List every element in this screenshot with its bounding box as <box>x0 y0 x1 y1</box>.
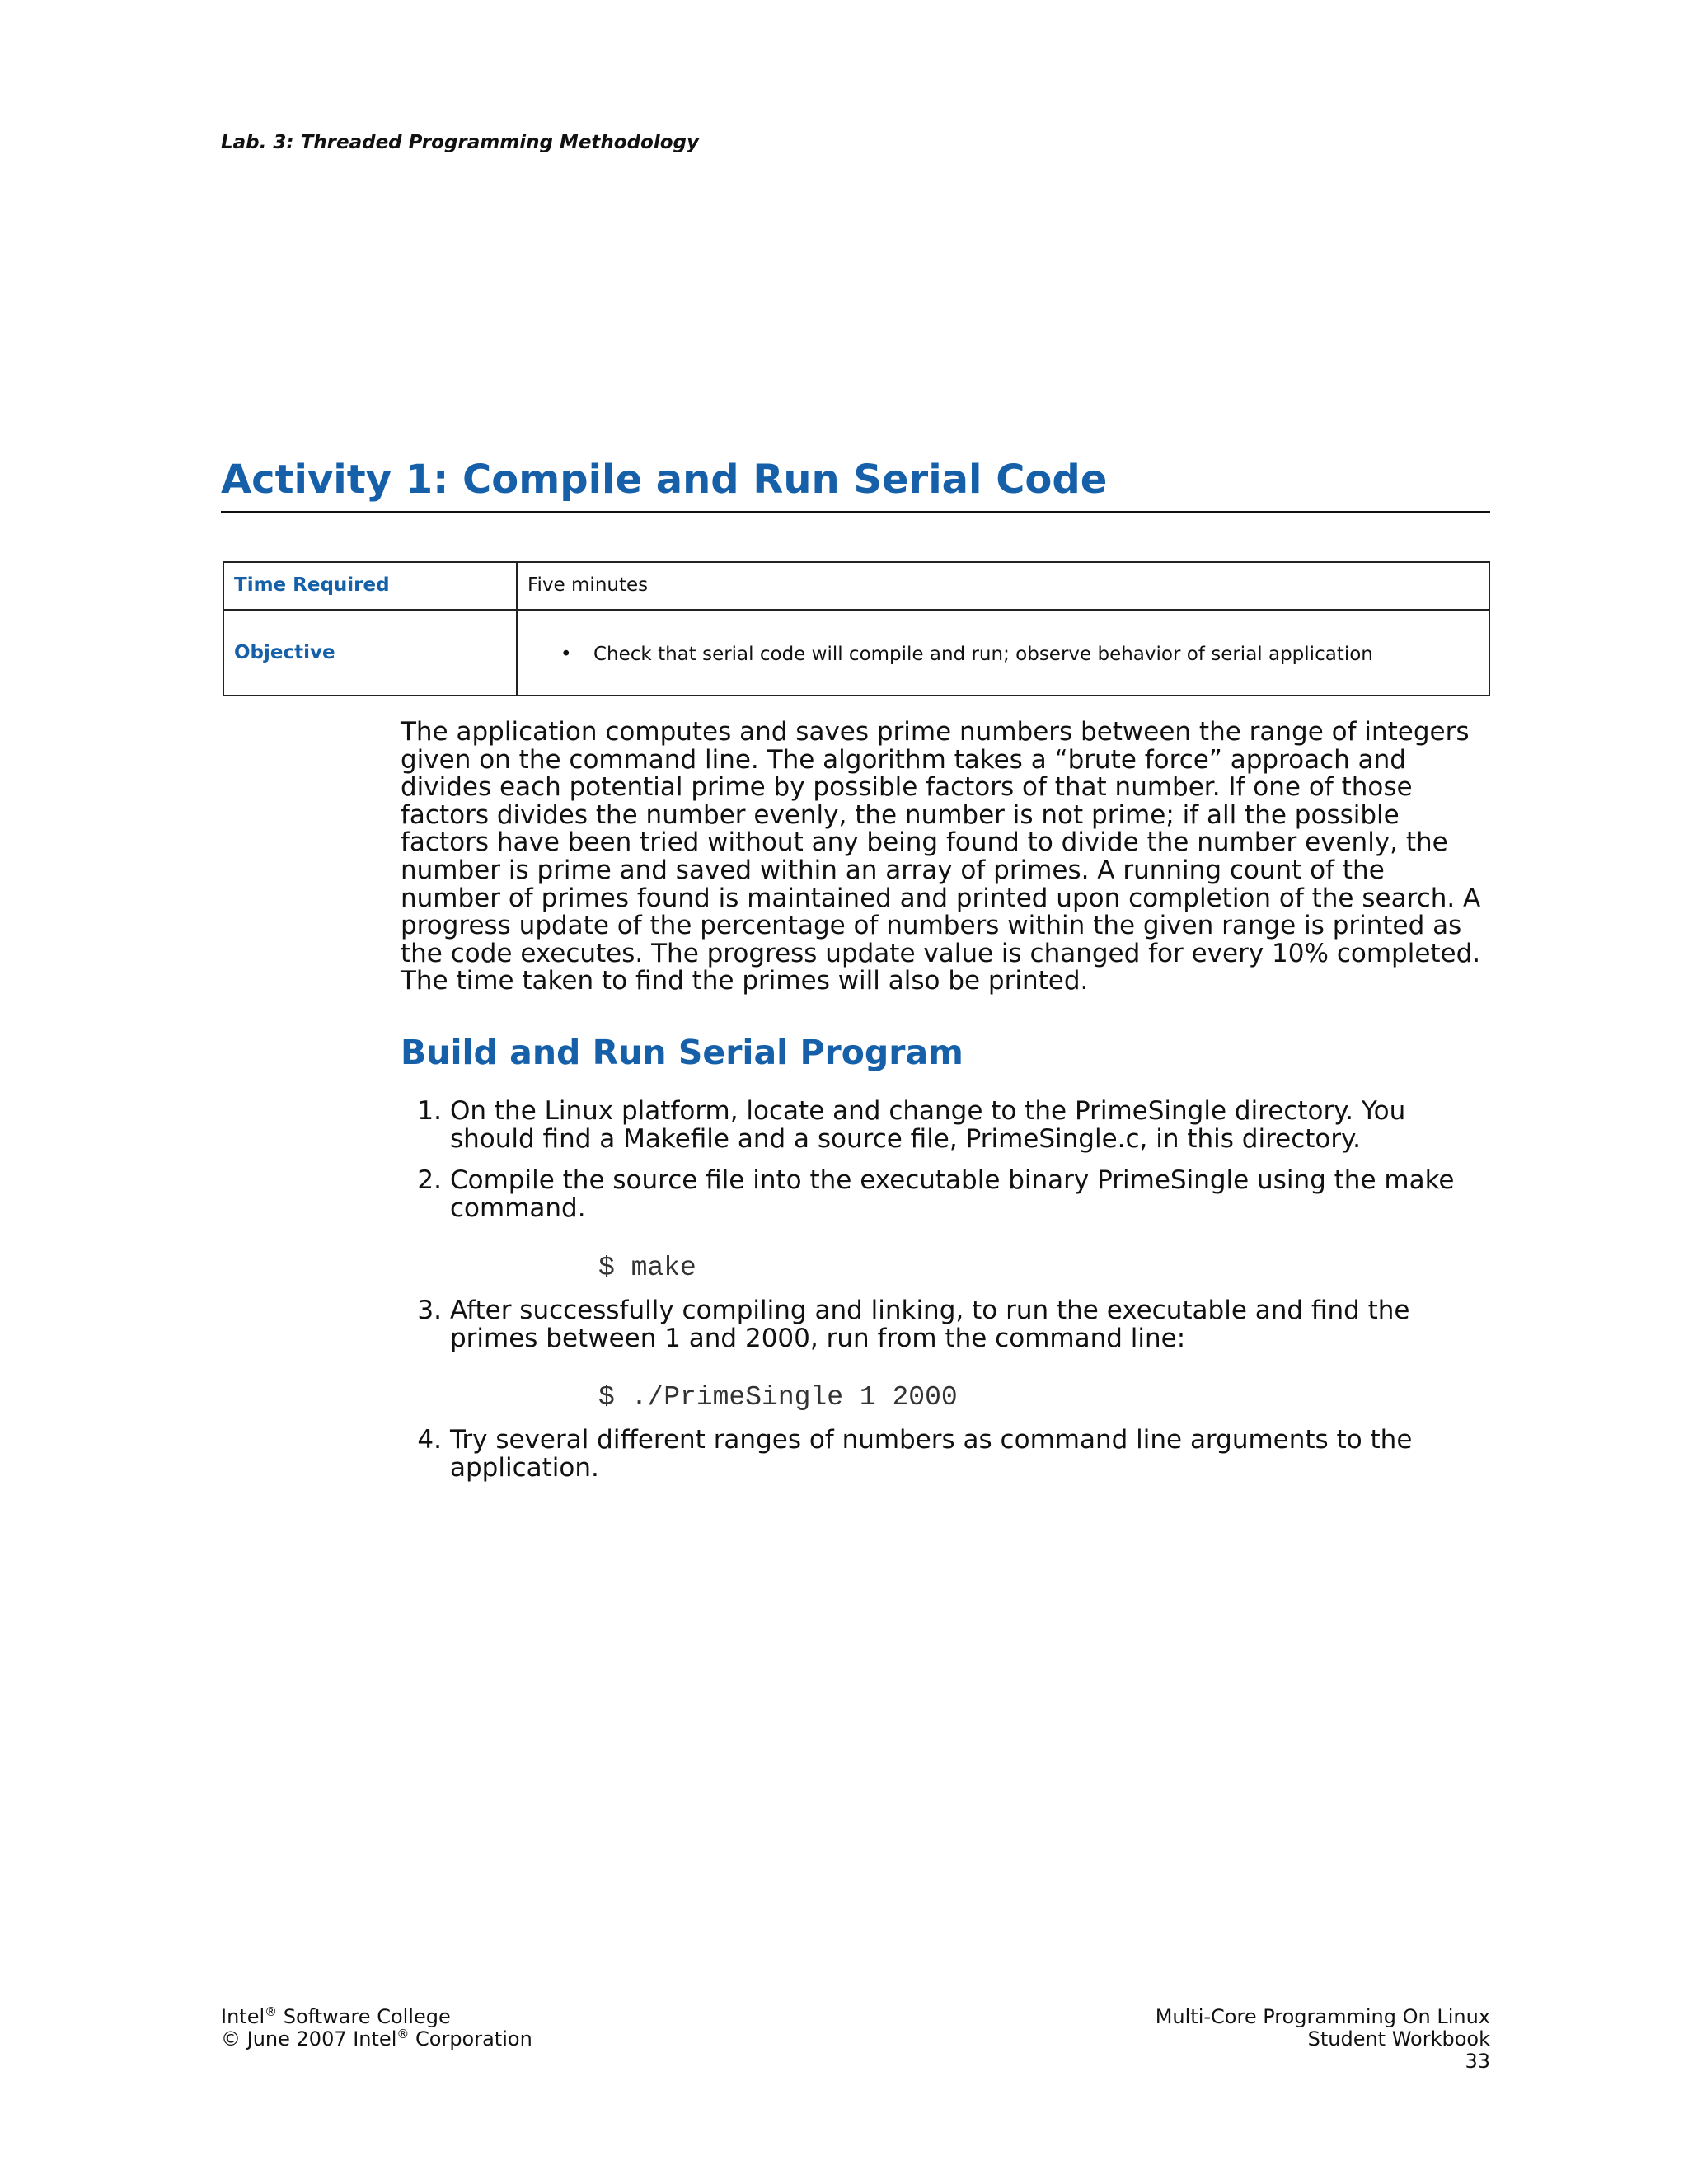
objective-bullet-item <box>528 644 1479 665</box>
title-rule <box>221 511 1490 513</box>
objective-label: Objective <box>223 610 517 696</box>
step-number: 2. <box>417 1165 442 1195</box>
activity-title: Activity 1: Compile and Run Serial Code <box>221 457 1108 503</box>
table-row <box>223 610 1489 696</box>
step-text: Try several different ranges of numbers as command line arguments to the application. <box>450 1425 1413 1483</box>
step-number: 3. <box>417 1296 442 1325</box>
footer-book-subtitle: Student Workbook <box>1307 2027 1490 2050</box>
step-text: After successfully compiling and linking, to run the executable and find the primes between 1 and 2000, run from the command line: <box>450 1296 1410 1353</box>
step-text: Compile the source file into the executable binary PrimeSingle using the make command. <box>450 1165 1455 1223</box>
step-item-1 <box>401 1098 1490 1153</box>
bullet-icon: • <box>560 644 572 665</box>
step-number: 1. <box>417 1096 442 1126</box>
activity-info-table <box>223 561 1490 696</box>
section-heading: Build and Run Serial Program <box>401 1033 964 1072</box>
step-number: 4. <box>417 1425 442 1455</box>
footer-right <box>1156 2006 1490 2073</box>
make-command: $ make <box>598 1253 696 1283</box>
footer-publisher: Intel® Software College <box>221 2004 451 2028</box>
objective-value-cell <box>517 610 1489 696</box>
footer-copyright: © June 2007 Intel® Corporation <box>221 2027 532 2050</box>
footer-left <box>221 2006 532 2050</box>
table-row <box>223 562 1489 610</box>
objective-text: Check that serial code will compile and run; observe behavior of serial application <box>593 644 1373 665</box>
step-item-2 <box>401 1167 1490 1222</box>
run-command: $ ./PrimeSingle 1 2000 <box>598 1382 958 1413</box>
step-item-3 <box>401 1297 1490 1352</box>
description-paragraph: The application computes and saves prime numbers between the range of integers given on the command line. The algorithm takes a “brute force” approach and divides each potential prime by possible factors of that number. If one of those factors divides the number evenly, the number is not prime; if all the possible factors have been tried without any being found to divide the number evenly, the number is prime and saved within an array of primes. A running count of the number of primes found is maintained and printed upon completion of the search. A progress update of the percentage of numbers within the given range is printed as the code executes. The progress update value is changed for every 10% completed. The time taken to find the primes will also be printed. <box>401 717 1481 996</box>
page-number: 33 <box>1465 2050 1490 2073</box>
step-item-4 <box>401 1427 1490 1482</box>
time-required-value: Five minutes <box>517 562 1489 610</box>
step-text: On the Linux platform, locate and change to the PrimeSingle directory. You should find a Makefile and a source file, PrimeSingle.c, in this directory. <box>450 1096 1406 1154</box>
footer-book-title: Multi-Core Programming On Linux <box>1155 2005 1490 2028</box>
time-required-label: Time Required <box>223 562 517 610</box>
running-header: Lab. 3: Threaded Programming Methodology <box>221 132 699 153</box>
